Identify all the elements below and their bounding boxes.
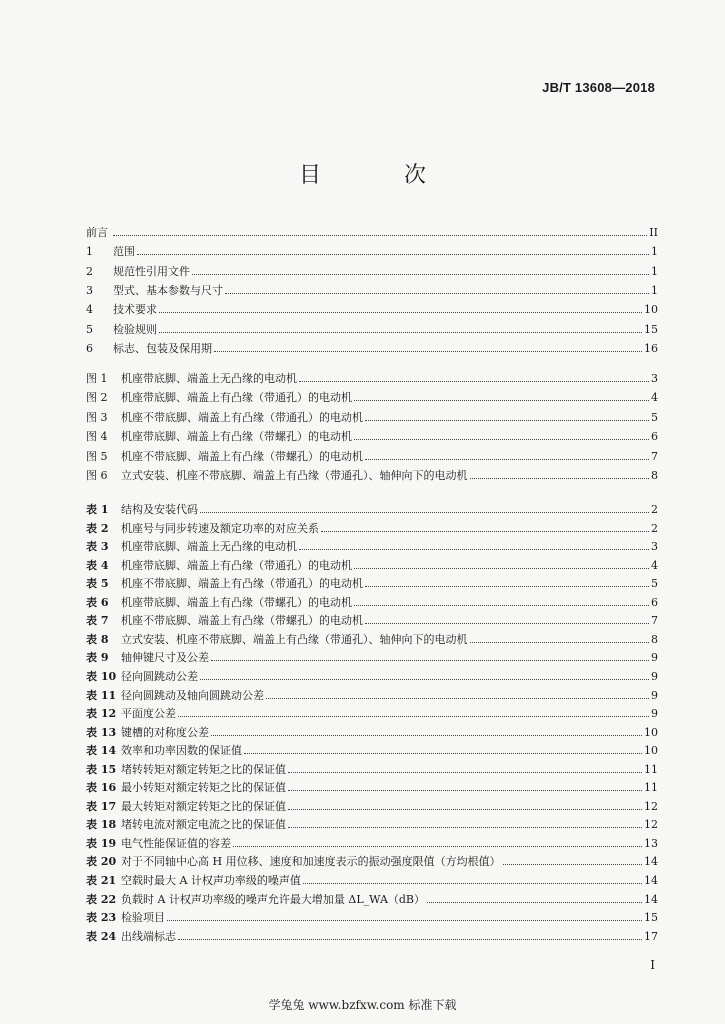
figures-entry-page: 8 (651, 469, 658, 482)
sections-entry-number: 1 (86, 245, 93, 259)
sections-entry-title: 标志、包装及保用期 (113, 341, 212, 355)
tables-entry[interactable] (86, 553, 658, 572)
tables-entry[interactable] (86, 720, 658, 739)
tables-entry-number: 表 10 (86, 669, 117, 683)
dot-leader (299, 548, 649, 550)
dot-leader (214, 350, 642, 352)
tables-entry-page: 6 (651, 595, 658, 609)
tables-entry-title: 出线端标志 (121, 929, 176, 943)
tables-entry-number: 表 8 (86, 632, 109, 646)
tables-entry-title: 效率和功率因数的保证值 (121, 744, 242, 758)
tables-entry[interactable] (86, 794, 658, 813)
sections-entry-number: 5 (86, 322, 93, 336)
figures-entry-title: 机座不带底脚、端盖上有凸缘（带通孔）的电动机 (121, 410, 363, 424)
tables-entry-page: 9 (651, 651, 658, 665)
tables-entry[interactable] (86, 645, 658, 664)
sections-entry-page: 10 (644, 303, 658, 317)
dot-leader (159, 331, 642, 333)
dot-leader (365, 458, 649, 460)
tables-entry[interactable] (86, 775, 658, 794)
tables-entry[interactable] (86, 497, 658, 516)
tables-entry[interactable] (86, 608, 658, 627)
tables-entry-page: 7 (651, 614, 658, 628)
tables-entry-page: 14 (644, 874, 658, 887)
tables-entry-number: 表 19 (86, 836, 117, 850)
tables-entry-number: 表 4 (86, 558, 109, 572)
sections-entry-number: 4 (86, 303, 93, 317)
page-title: 目 次 (299, 163, 464, 188)
dot-leader (211, 659, 649, 661)
tables-entry[interactable] (86, 701, 658, 720)
dot-leader (200, 678, 649, 680)
dot-leader (303, 882, 642, 884)
tables-entry-page: 14 (644, 892, 658, 906)
figures-entry-page: 5 (651, 410, 658, 424)
tables-entry-page: 2 (651, 521, 658, 535)
figures-entry[interactable] (86, 405, 658, 424)
tables-entry-page: 17 (644, 929, 658, 943)
tables-entry-title: 轴伸键尺寸及公差 (121, 651, 209, 665)
tables-entry[interactable] (86, 757, 658, 776)
tables-entry-title: 机座号与同步转速及额定功率的对应关系 (121, 521, 319, 535)
tables-entry-title: 堵转电流对额定电流之比的保证值 (121, 818, 286, 832)
tables-entry-title: 机座带底脚、端盖上有凸缘（带通孔）的电动机 (121, 558, 352, 572)
figures-entry-number: 图 4 (86, 430, 108, 444)
dot-leader (354, 604, 649, 606)
dot-leader (178, 938, 642, 940)
sections-entry-number: 6 (86, 341, 93, 355)
tables-entry-title: 堵转转矩对额定转矩之比的保证值 (121, 762, 286, 776)
sections-entry[interactable] (86, 297, 658, 316)
figures-entry-title: 机座不带底脚、端盖上有凸缘（带螺孔）的电动机 (121, 449, 363, 463)
tables-entry-title: 结构及安装代码 (121, 503, 198, 516)
dot-leader (244, 752, 642, 754)
figures-entry-number: 图 3 (86, 410, 108, 424)
tables-entry[interactable] (86, 812, 658, 831)
tables-entry-number: 表 16 (86, 781, 117, 795)
tables-entry[interactable] (86, 868, 658, 887)
dot-leader (503, 863, 642, 865)
tables-entry[interactable] (86, 627, 658, 646)
figures-entry-title: 机座带底脚、端盖上有凸缘（带螺孔）的电动机 (121, 430, 352, 444)
tables-entry-title: 对于不同轴中心高 H 用位移、速度和加速度表示的振动强度限值（方均根值） (121, 855, 501, 869)
tables-entry[interactable] (86, 664, 658, 683)
sections-entry[interactable] (86, 317, 658, 336)
tables-entry-number: 表 11 (86, 688, 117, 702)
sections-entry-title: 技术要求 (113, 303, 157, 317)
sections-entry-page: 15 (644, 322, 658, 336)
tables-entry-page: 4 (651, 558, 658, 572)
sections-entry[interactable] (86, 278, 658, 297)
tables-entry-title: 最小转矩对额定转矩之比的保证值 (121, 781, 286, 795)
figures-entry[interactable] (86, 463, 658, 482)
tables-entry[interactable] (86, 831, 658, 850)
sections-entry-title: 规范性引用文件 (113, 264, 190, 278)
dot-leader (266, 697, 649, 699)
tables-entry[interactable] (86, 534, 658, 553)
figures-entry-page: 4 (651, 391, 658, 405)
tables-entry-page: 11 (644, 781, 658, 795)
tables-entry[interactable] (86, 590, 658, 609)
tables-entry-number: 表 18 (86, 818, 117, 832)
dot-leader (365, 419, 649, 421)
dot-leader (470, 477, 650, 479)
tables-entry-number: 表 22 (86, 892, 117, 906)
dot-leader (365, 622, 649, 624)
tables-entry-page: 9 (651, 707, 658, 721)
tables-entry-title: 机座带底脚、端盖上有凸缘（带螺孔）的电动机 (121, 595, 352, 609)
tables-entry[interactable] (86, 571, 658, 590)
dot-leader (167, 919, 642, 921)
dot-leader (365, 585, 649, 587)
tables-entry-page: 13 (644, 836, 658, 850)
figures-entry-title: 立式安装、机座不带底脚、端盖上有凸缘（带通孔）、轴伸向下的电动机 (121, 469, 468, 482)
tables-entry-page: 11 (644, 762, 658, 776)
sections-entry-page: 16 (644, 341, 658, 355)
tables-entry[interactable] (86, 905, 658, 924)
figures-entry[interactable] (86, 444, 658, 463)
footer-watermark: 学兔兔 www.bzfxw.com 标准下载 (268, 998, 457, 1012)
tables-entry-title: 机座不带底脚、端盖上有凸缘（带螺孔）的电动机 (121, 614, 363, 628)
tables-entry-title: 径向圆跳动及轴向圆跳动公差 (121, 688, 264, 702)
tables-entry-number: 表 15 (86, 762, 117, 776)
dot-leader (354, 438, 649, 440)
tables-entry-page: 9 (651, 669, 658, 683)
tables-entry-title: 检验项目 (121, 911, 165, 925)
dot-leader (299, 380, 649, 382)
dot-leader (159, 311, 642, 313)
tables-entry[interactable] (86, 683, 658, 702)
dot-leader (288, 808, 642, 810)
sections-entry-number: 前言 (86, 226, 108, 239)
dot-leader (233, 845, 642, 847)
tables-entry-page: 12 (644, 818, 658, 832)
tables-entry-number: 表 1 (86, 503, 109, 516)
tables-entry-title: 空载时最大 A 计权声功率级的噪声值 (121, 874, 301, 887)
tables-entry-page: 2 (651, 503, 658, 516)
tables-entry-number: 表 3 (86, 540, 109, 554)
figures-entry-page: 7 (651, 449, 658, 463)
dot-leader (427, 901, 642, 903)
dot-leader (470, 641, 650, 643)
sections-entry-page: II (649, 226, 658, 239)
tables-entry-number: 表 12 (86, 707, 117, 721)
tables-entry-number: 表 14 (86, 744, 117, 758)
tables-entry-page: 14 (644, 855, 658, 869)
figures-entry-title: 机座带底脚、端盖上无凸缘的电动机 (121, 372, 297, 385)
page-number: I (650, 958, 655, 972)
tables-entry-number: 表 24 (86, 929, 117, 943)
sections-entry-page: 1 (651, 264, 658, 278)
figures-entry-number: 图 6 (86, 469, 108, 482)
sections-entry-page: 1 (651, 283, 658, 297)
tables-entry-title: 电气性能保证值的容差 (121, 836, 231, 850)
sections-entry[interactable] (86, 259, 658, 278)
tables-entry-number: 表 6 (86, 595, 109, 609)
tables-entry-page: 9 (651, 688, 658, 702)
figures-entry-number: 图 5 (86, 449, 108, 463)
tables-entry[interactable] (86, 849, 658, 868)
tables-entry-number: 表 7 (86, 614, 109, 628)
figures-entry[interactable] (86, 366, 658, 385)
dot-leader (113, 234, 647, 236)
tables-entry-title: 平面度公差 (121, 707, 176, 721)
tables-entry[interactable] (86, 738, 658, 757)
tables-entry-page: 10 (644, 725, 658, 739)
tables-entry-page: 8 (651, 632, 658, 646)
tables-entry-title: 最大转矩对额定转矩之比的保证值 (121, 799, 286, 813)
dot-leader (200, 511, 649, 513)
dot-leader (288, 826, 642, 828)
dot-leader (137, 253, 649, 255)
figures-entry-page: 3 (651, 372, 658, 385)
dot-leader (192, 273, 649, 275)
sections-entry-number: 2 (86, 264, 93, 278)
tables-entry-number: 表 21 (86, 874, 117, 887)
sections-entry-title: 型式、基本参数与尺寸 (113, 283, 223, 297)
tables-entry-page: 10 (644, 744, 658, 758)
tables-entry-page: 3 (651, 540, 658, 554)
tables-entry[interactable] (86, 516, 658, 535)
tables-entry-title: 机座不带底脚、端盖上有凸缘（带通孔）的电动机 (121, 577, 363, 591)
tables-entry-number: 表 17 (86, 799, 117, 813)
figures-entry-number: 图 1 (86, 372, 108, 385)
dot-leader (288, 789, 642, 791)
tables-entry[interactable] (86, 924, 658, 943)
tables-entry-number: 表 2 (86, 521, 109, 535)
tables-entry-number: 表 5 (86, 577, 109, 591)
figures-entry[interactable] (86, 385, 658, 404)
figures-entry-title: 机座带底脚、端盖上有凸缘（带通孔）的电动机 (121, 391, 352, 405)
dot-leader (321, 530, 649, 532)
dot-leader (354, 567, 649, 569)
figures-entry-page: 6 (651, 430, 658, 444)
sections-entry-number: 3 (86, 283, 93, 297)
sections-entry[interactable] (86, 239, 658, 258)
sections-entry[interactable] (86, 336, 658, 355)
tables-entry-title: 机座带底脚、端盖上无凸缘的电动机 (121, 540, 297, 554)
dot-leader (225, 292, 649, 294)
figures-entry[interactable] (86, 424, 658, 443)
tables-entry-title: 负载时 A 计权声功率级的噪声允许最大增加量 ΔL_WA（dB） (121, 892, 426, 906)
dot-leader (288, 771, 642, 773)
tables-entry-title: 立式安装、机座不带底脚、端盖上有凸缘（带通孔）、轴伸向下的电动机 (121, 632, 468, 646)
tables-entry-number: 表 23 (86, 911, 117, 925)
tables-entry-page: 5 (651, 577, 658, 591)
tables-entry-page: 12 (644, 799, 658, 813)
sections-entry-title: 检验规则 (113, 322, 157, 336)
figures-entry-number: 图 2 (86, 391, 108, 405)
dot-leader (211, 734, 642, 736)
tables-entry-number: 表 20 (86, 855, 117, 869)
tables-entry-title: 键槽的对称度公差 (121, 725, 209, 739)
tables-entry-number: 表 9 (86, 651, 109, 665)
tables-entry-title: 径向圆跳动公差 (121, 669, 198, 683)
sections-entry[interactable] (86, 220, 658, 239)
tables-entry-page: 15 (644, 911, 658, 925)
sections-entry-page: 1 (651, 245, 658, 259)
tables-entry[interactable] (86, 887, 658, 906)
dot-leader (354, 399, 649, 401)
standard-number: JB/T 13608—2018 (542, 80, 655, 95)
sections-entry-title: 范围 (113, 245, 135, 259)
tables-entry-number: 表 13 (86, 725, 117, 739)
dot-leader (178, 715, 649, 717)
